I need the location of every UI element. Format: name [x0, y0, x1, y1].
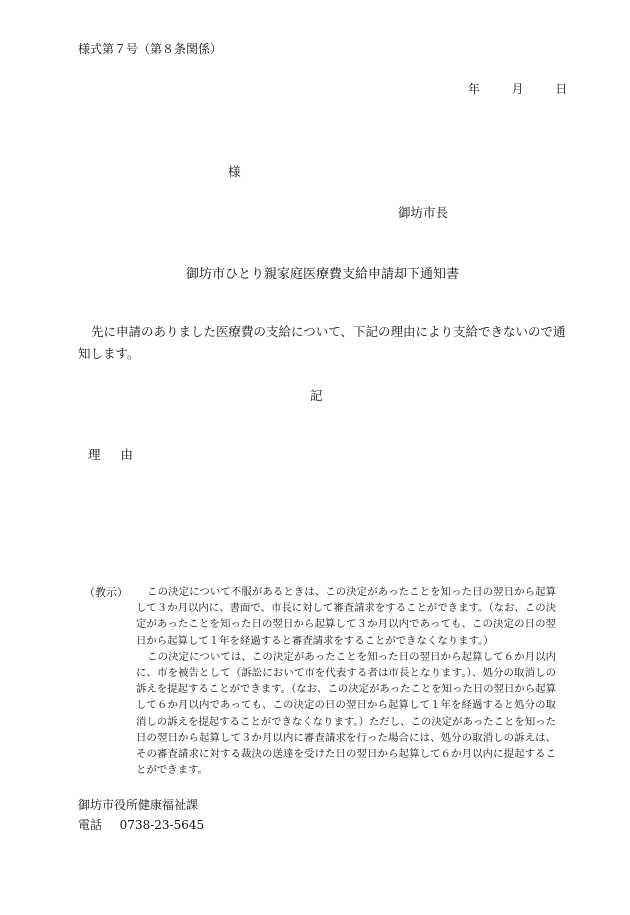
date-month-label: 月 — [511, 82, 524, 96]
body-text — [78, 321, 568, 365]
notice-paragraph-2-text: この決定については、この決定があったことを知った日の翌日から起算して６か月以内に、市を被告として（訴訟において市を代表する者は市長となります。）、処分の取消しの訴えを提起することができます。（なお、この決定があったことを知った日の翌日から起算して６か月以内であっても、この決定の日の翌日から起算して１年を経過すると処分の取消しの訴えを提起することができなくなります。）ただし、この決定があったことを知った日の翌日から起算して３か月以内に審査請求を行った場合には、処分の取消しの訴えは、その審査請求に対する裁決の送達を受けた日の翌日から起算して６か月以内に提起することができます。 — [136, 650, 556, 777]
notice-paragraph-2 — [136, 649, 556, 779]
notice-paragraph-1-text: この決定について不服があるときは、この決定があったことを知った日の翌日から起算して３か月以内に、書面で、市長に対して審査請求をすることができます。（なお、この決定があったことを知った日の翌日から起算して３か月以内であっても、この決定の日の翌日から起算して１年を経過すると審査請求をすることができなくなります。） — [136, 586, 556, 647]
addressee: 様 — [228, 164, 241, 179]
form-number: 様式第７号（第８条関係） — [78, 42, 223, 56]
reason-label-first: 理 — [88, 447, 101, 462]
phone-number: 0738-23-5645 — [119, 818, 205, 832]
notice-body — [136, 584, 556, 778]
footer-phone — [78, 816, 204, 833]
ki-label: 記 — [310, 388, 323, 403]
reason-label-second: 由 — [120, 447, 133, 462]
body-text-content: 先に申請のありました医療費の支給について、下記の理由により支給できないので通知します。 — [78, 324, 566, 361]
phone-label: 電話 — [78, 818, 103, 832]
footer-department: 御坊市役所健康福祉課 — [78, 798, 199, 812]
date-year-label: 年 — [468, 82, 481, 96]
reason-label — [88, 445, 133, 463]
sender: 御坊市長 — [398, 205, 449, 220]
notice-label: （教示） — [84, 586, 128, 599]
date-line — [468, 80, 567, 97]
document-title: 御坊市ひとり親家庭医療費支給申請却下通知書 — [186, 267, 460, 282]
date-day-label: 日 — [555, 82, 568, 96]
notice-paragraph-1 — [136, 584, 556, 649]
